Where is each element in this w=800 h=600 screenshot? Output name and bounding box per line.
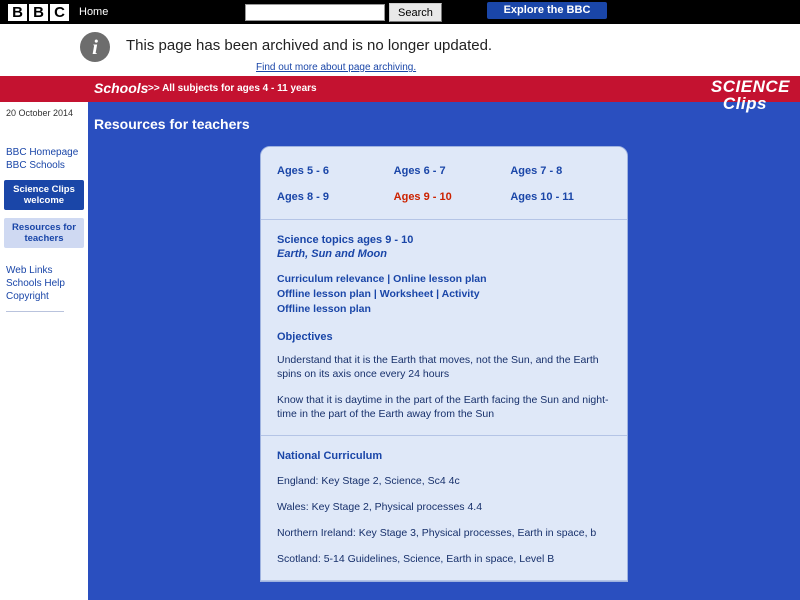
science-clips-logo-line2: Clips	[722, 94, 767, 113]
sidebar-item-science-clips-welcome[interactable]: Science Clips welcome	[4, 180, 84, 210]
sidebar-item-schools-help[interactable]: Schools Help	[6, 278, 65, 289]
age-link-10-11[interactable]: Ages 10 - 11	[510, 191, 574, 203]
bbc-logo-letter-2: B	[29, 4, 48, 21]
national-curriculum-heading: National Curriculum	[277, 450, 383, 462]
link-separator: |	[370, 288, 380, 300]
sidebar-item-resources-for-teachers[interactable]: Resources for teachers	[4, 218, 84, 248]
archive-more-link[interactable]: Find out more about page archiving.	[256, 62, 417, 73]
objective-1: Understand that it is the Earth that moves, not the Sun, and the Earth spins on its axis once every 24 hours	[277, 354, 599, 380]
resources-card	[260, 146, 628, 582]
age-link-5-6[interactable]: Ages 5 - 6	[277, 165, 329, 177]
science-clips-logo	[711, 78, 790, 112]
sidebar-item-copyright[interactable]: Copyright	[6, 291, 49, 302]
sidebar-item-bbc-homepage[interactable]: BBC Homepage	[6, 147, 79, 158]
sidebar-top-links	[0, 118, 88, 172]
schools-section-label[interactable]: Schools	[94, 80, 149, 96]
search-area	[245, 3, 442, 22]
sidebar-date: 20 October 2014	[6, 108, 74, 118]
link-separator: |	[433, 288, 442, 300]
sidebar	[0, 102, 88, 600]
science-clips-logo-line1: SCIENCE	[710, 77, 790, 96]
explore-bbc-button[interactable]: Explore the BBC	[487, 2, 607, 19]
search-button[interactable]: Search	[389, 3, 442, 22]
objectives-heading: Objectives	[277, 331, 333, 343]
age-link-6-7[interactable]: Ages 6 - 7	[393, 165, 446, 177]
age-link-8-9[interactable]: Ages 8 - 9	[277, 191, 329, 203]
archive-notice	[0, 24, 800, 76]
objective-2: Know that it is daytime in the part of the Earth facing the Sun and night-time in the part of the Earth away from the Sun	[277, 394, 609, 420]
link-separator: |	[384, 273, 394, 285]
nc-entry-england: England: Key Stage 2, Science, Sc4 4c	[277, 475, 460, 487]
link-online-lesson-plan[interactable]: Online lesson plan	[393, 273, 487, 285]
schools-red-bar	[0, 76, 800, 102]
sidebar-bottom-links	[0, 248, 88, 303]
topic-subtitle: Earth, Sun and Moon	[277, 248, 387, 260]
page-title: Resources for teachers	[94, 116, 250, 132]
nc-entry-wales: Wales: Key Stage 2, Physical processes 4.4	[277, 501, 483, 513]
age-link-7-8[interactable]: Ages 7 - 8	[510, 165, 563, 177]
link-worksheet[interactable]: Worksheet	[379, 288, 434, 300]
sidebar-divider	[6, 311, 64, 312]
sidebar-item-web-links[interactable]: Web Links	[6, 265, 53, 276]
nc-entry-scotland: Scotland: 5-14 Guidelines, Science, Earth in space, Level B	[277, 553, 555, 565]
sidebar-item-bbc-schools[interactable]: BBC Schools	[6, 160, 65, 171]
link-curriculum-relevance[interactable]: Curriculum relevance	[277, 273, 385, 285]
link-offline-lesson-plan-2[interactable]: Offline lesson plan	[277, 303, 371, 315]
national-curriculum-section	[261, 436, 627, 581]
topic-section	[261, 220, 627, 436]
redbar-left-block	[0, 76, 88, 102]
link-activity[interactable]: Activity	[441, 288, 480, 300]
topic-resource-links	[277, 272, 611, 317]
bbc-global-topbar	[0, 0, 800, 24]
nc-entry-northern-ireland: Northern Ireland: Key Stage 3, Physical processes, Earth in space, b	[277, 527, 597, 539]
link-offline-lesson-plan[interactable]: Offline lesson plan	[277, 288, 371, 300]
search-input[interactable]	[245, 4, 385, 21]
home-link[interactable]: Home	[79, 6, 109, 18]
age-group-selector	[261, 147, 627, 220]
age-link-9-10[interactable]: Ages 9 - 10	[393, 191, 452, 203]
bbc-logo-letter-3: C	[50, 4, 69, 21]
bbc-logo-letter-1: B	[8, 4, 27, 21]
archive-message: This page has been archived and is no longer updated.	[126, 37, 493, 54]
topic-title: Science topics ages 9 - 10	[277, 234, 414, 246]
bbc-logo[interactable]	[8, 4, 69, 21]
breadcrumb[interactable]: >> All subjects for ages 4 - 11 years	[148, 83, 317, 94]
info-icon: i	[80, 32, 110, 62]
